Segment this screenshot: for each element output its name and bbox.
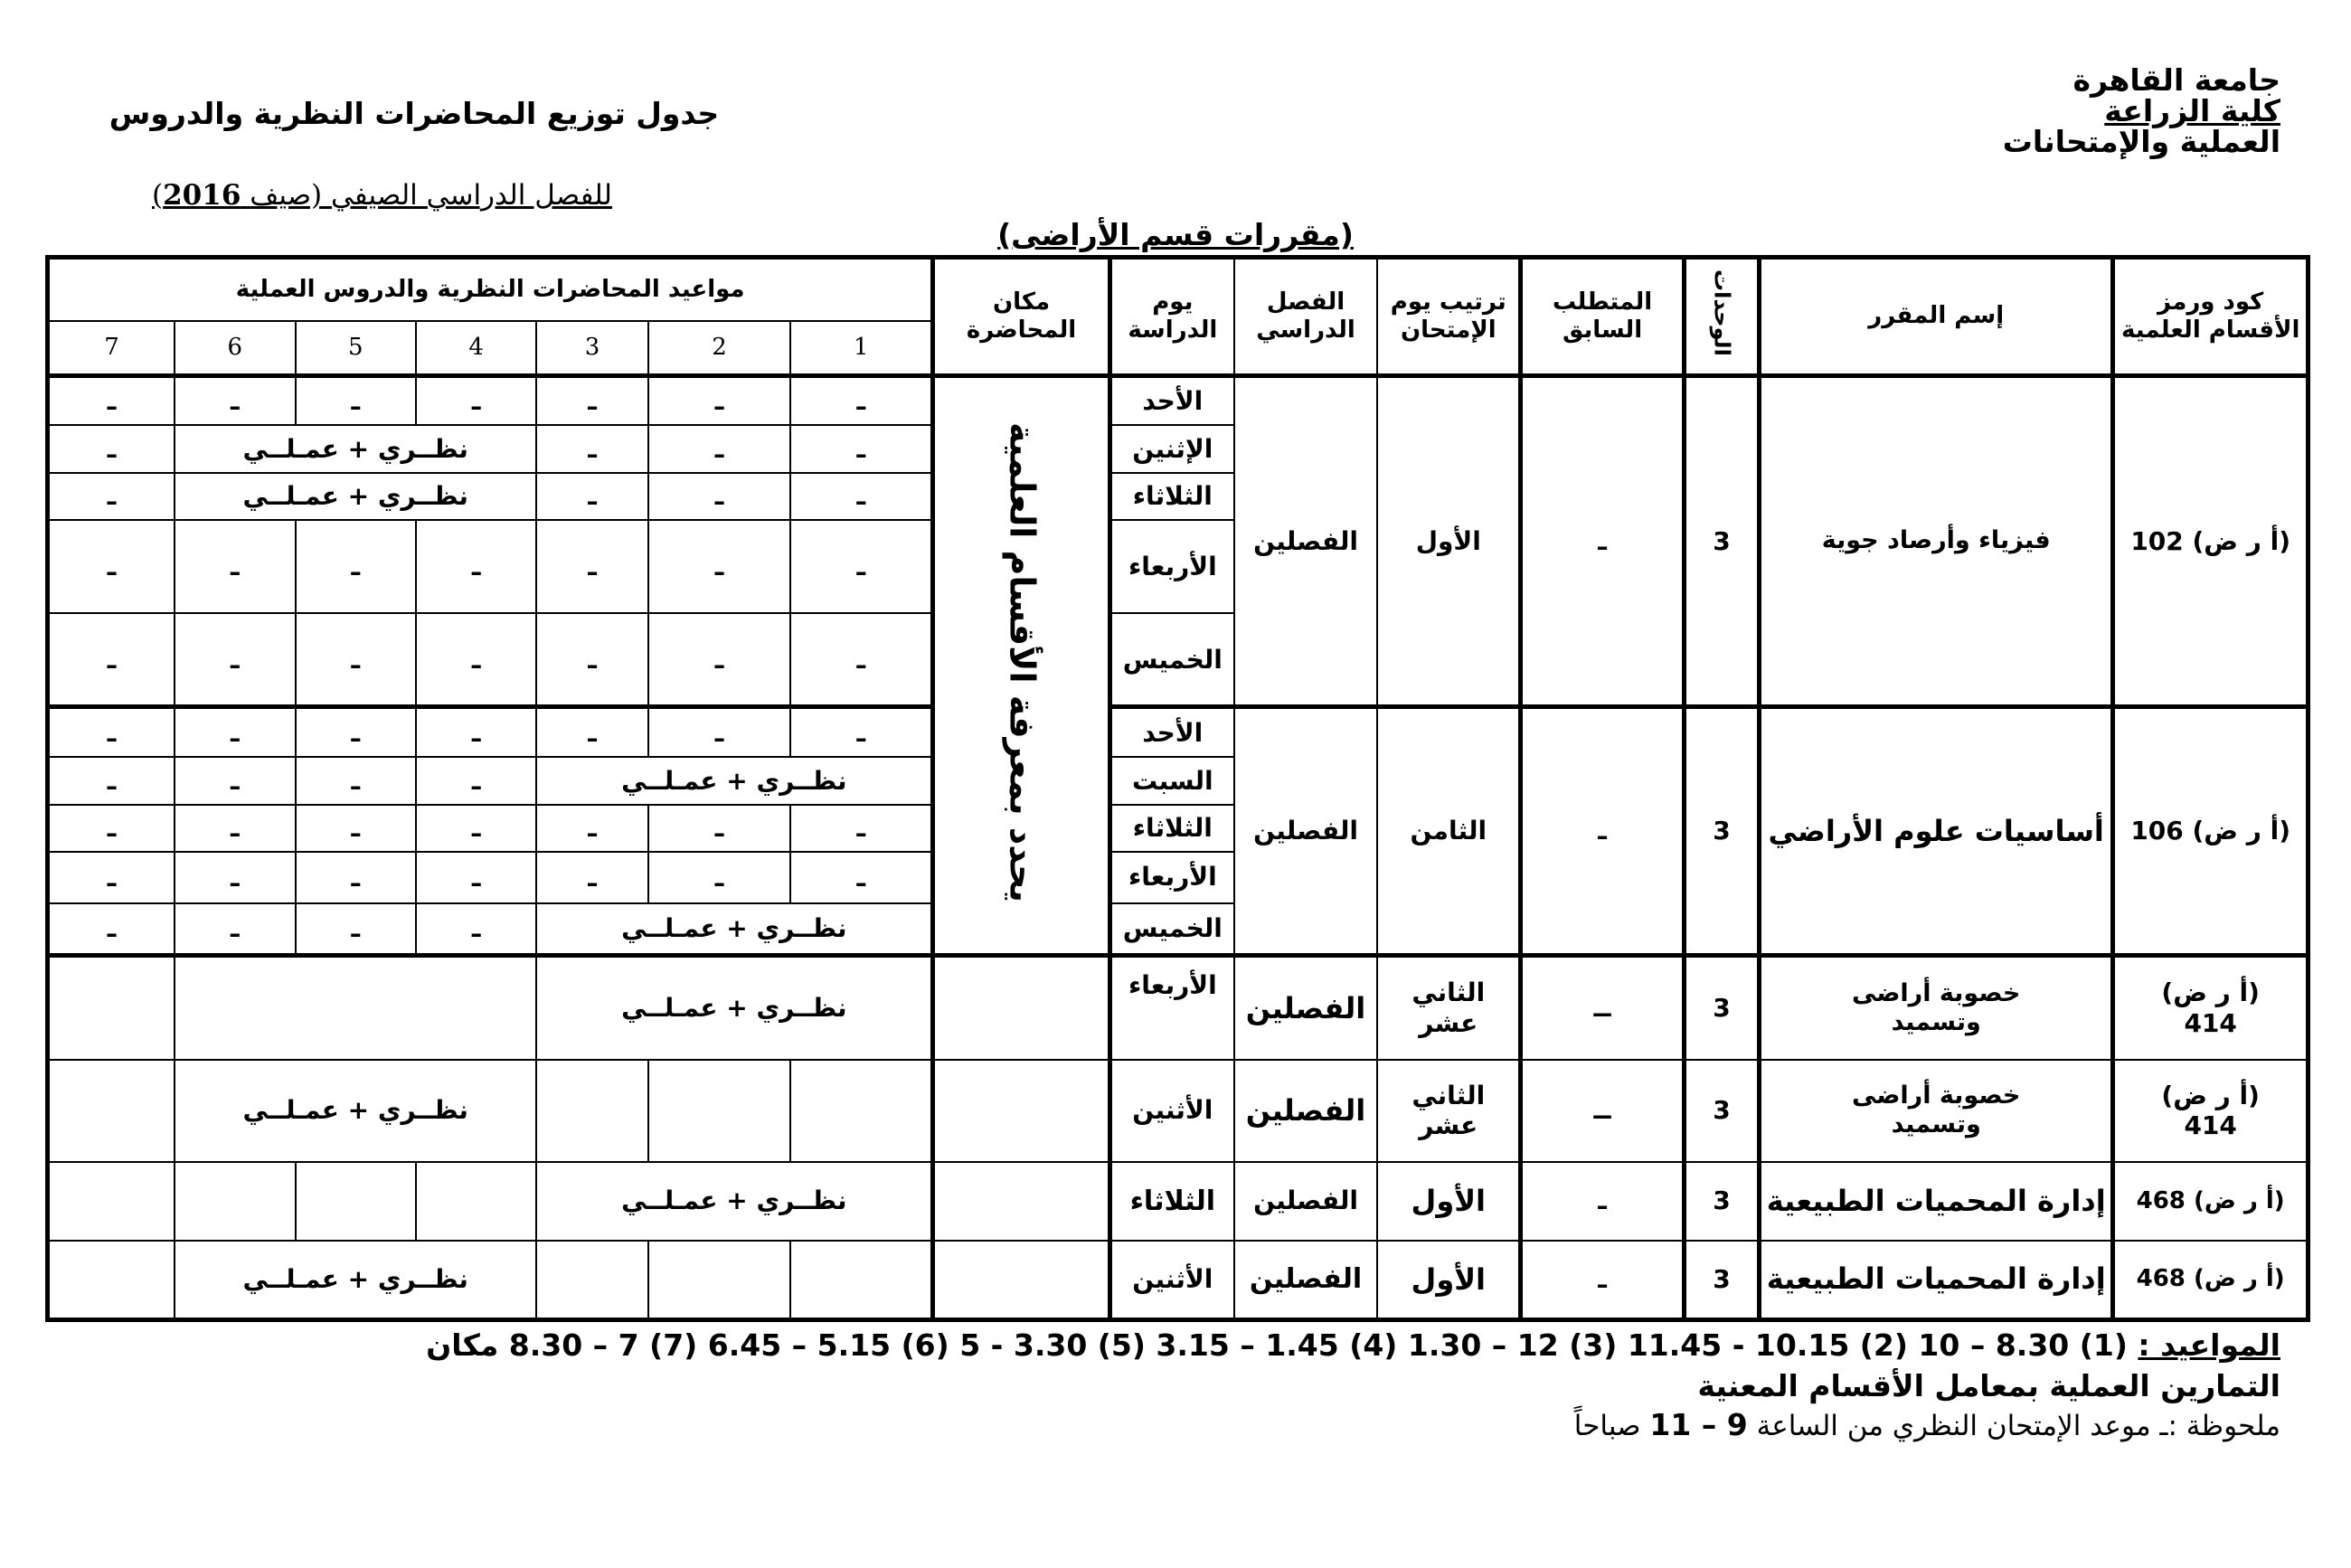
course-units: 3 <box>1684 955 1759 1060</box>
slot-blank <box>175 955 536 1060</box>
slot-blank <box>48 1241 175 1320</box>
header-exam-order: ترتيب يوم الإمتحان <box>1377 258 1521 376</box>
slot-empty: ـ <box>790 473 933 520</box>
table-row <box>48 707 2309 757</box>
slot-empty: ـ <box>48 375 175 425</box>
course-exam-order <box>1377 1060 1521 1162</box>
slot-empty: ـ <box>648 425 791 472</box>
lecture-place <box>933 955 1110 1060</box>
slot-empty: ـ <box>296 757 416 804</box>
session-slot: نظــري + عمـلــي <box>536 903 932 955</box>
times-list: (1) 8.30 – 10 (2) 10.15 - 11.45 (3) 12 – 1.30 (4) 1.45 – 3.15 (5) 3.30 - 5 (6) 5.15 – 6.45 (7) 7 – 8.30 مكان <box>426 1327 2128 1363</box>
slot-empty: ـ <box>296 903 416 955</box>
course-semester: الفصلين <box>1234 1060 1378 1162</box>
course-exam-order: الثامن <box>1377 707 1521 955</box>
study-day: السبت <box>1109 757 1233 804</box>
slot-blank <box>790 1241 933 1320</box>
period-2: 2 <box>648 321 791 375</box>
exam-order-line2: عشر <box>1419 1007 1478 1038</box>
university-name: جامعة القاهرة <box>2072 62 2280 98</box>
slot-empty: ـ <box>296 613 416 707</box>
term-suffix: ) <box>152 179 164 212</box>
lecture-place <box>933 1162 1110 1241</box>
slot-empty: ـ <box>790 425 933 472</box>
slot-empty: ـ <box>175 757 295 804</box>
slot-empty: ـ <box>416 757 536 804</box>
session-slot: نظــري + عمـلــي <box>175 425 536 472</box>
slot-empty: ـ <box>416 520 536 614</box>
course-semester: الفصلين <box>1234 1241 1378 1320</box>
study-day: الأثنين <box>1109 1060 1233 1162</box>
study-day: الأربعاء <box>1109 520 1233 614</box>
note-time: 9 – 11 <box>1649 1407 1748 1442</box>
slot-empty: ـ <box>536 425 647 472</box>
term-line <box>152 179 612 212</box>
table-row <box>48 1060 2309 1162</box>
table-row <box>48 1162 2309 1241</box>
course-prereq: ـ <box>1521 1241 1685 1320</box>
course-units: 3 <box>1684 375 1759 707</box>
table-row <box>48 375 2309 425</box>
slot-empty: ـ <box>536 707 647 757</box>
slot-blank <box>648 1241 791 1320</box>
course-name-line1: خصوبة أراضى <box>1852 1081 2021 1110</box>
study-day: الأثنين <box>1109 1241 1233 1320</box>
slot-empty: ـ <box>790 805 933 852</box>
lecture-place <box>933 1241 1110 1320</box>
study-day: الأربعاء <box>1109 852 1233 903</box>
session-slot: نظــري + عمـلــي <box>536 955 932 1060</box>
note-suffix: صباحاً <box>1573 1410 1641 1442</box>
header-units <box>1684 258 1759 376</box>
slot-empty: ـ <box>648 473 791 520</box>
slot-blank <box>536 1241 647 1320</box>
slot-empty: ـ <box>175 903 295 955</box>
course-semester: الفصلين <box>1234 1162 1378 1241</box>
exam-order-line2: عشر <box>1419 1110 1478 1141</box>
slot-empty: ـ <box>416 613 536 707</box>
term-prefix: للفصل الدراسي الصيفي (صيف <box>250 179 612 212</box>
slot-empty: ـ <box>648 805 791 852</box>
course-name: أساسيات علوم الأراضي <box>1760 707 2113 955</box>
course-exam-order: الأول <box>1377 1241 1521 1320</box>
slot-blank <box>416 1162 536 1241</box>
slot-empty: ـ <box>48 613 175 707</box>
course-code: (أ ر ض) 102 <box>2113 375 2309 707</box>
course-code-line2: 414 <box>2184 1007 2237 1038</box>
course-exam-order <box>1377 955 1521 1060</box>
slot-empty: ـ <box>296 375 416 425</box>
title-continuation: العملية والإمتحانات <box>2002 124 2280 159</box>
session-slot: نظــري + عمـلــي <box>175 1060 536 1162</box>
slot-empty: ـ <box>648 520 791 614</box>
slot-empty: ـ <box>416 852 536 903</box>
slot-empty: ـ <box>536 375 647 425</box>
course-prereq: ــ <box>1521 1060 1685 1162</box>
slot-empty: ـ <box>536 520 647 614</box>
course-name <box>1760 955 2113 1060</box>
university-header <box>2002 62 2280 159</box>
slot-empty: ـ <box>648 852 791 903</box>
slot-empty: ـ <box>536 805 647 852</box>
course-name: إدارة المحميات الطبيعية <box>1760 1241 2113 1320</box>
slot-empty: ـ <box>175 375 295 425</box>
session-slot: نظــري + عمـلــي <box>175 1241 536 1320</box>
course-units: 3 <box>1684 1060 1759 1162</box>
period-5: 5 <box>296 321 416 375</box>
period-6: 6 <box>175 321 295 375</box>
course-units: 3 <box>1684 1241 1759 1320</box>
session-slot: نظــري + عمـلــي <box>536 757 932 804</box>
course-prereq: ـ <box>1521 707 1685 955</box>
slot-empty: ـ <box>416 375 536 425</box>
slot-empty: ـ <box>416 805 536 852</box>
course-code <box>2113 1060 2309 1162</box>
header-semester: الفصل الدراسي <box>1234 258 1378 376</box>
slot-empty: ـ <box>536 613 647 707</box>
times-label: المواعيد : <box>2138 1327 2280 1363</box>
slot-blank <box>790 1060 933 1162</box>
faculty-name: كلية الزراعة <box>2104 93 2280 128</box>
study-day: الخميس <box>1109 903 1233 955</box>
course-code <box>2113 955 2309 1060</box>
note-prefix: ملحوظة :ـ موعد الإمتحان النظري من الساعة <box>1756 1410 2280 1442</box>
slot-empty: ـ <box>648 375 791 425</box>
study-day: الثلاثاء <box>1109 1162 1233 1241</box>
slot-empty: ـ <box>790 520 933 614</box>
header-place: مكان المحاضرة <box>933 258 1110 376</box>
slot-empty: ـ <box>48 805 175 852</box>
course-code: (أ ر ض) 468 <box>2113 1162 2309 1241</box>
course-code: (أ ر ض) 106 <box>2113 707 2309 955</box>
slot-empty: ـ <box>48 757 175 804</box>
department-heading: (مقررات قسم الأراضى) <box>997 217 1354 252</box>
document-title: جدول توزيع المحاضرات النظرية والدروس <box>109 96 720 131</box>
study-day: الإثنين <box>1109 425 1233 472</box>
study-day: الثلاثاء <box>1109 473 1233 520</box>
course-semester: الفصلين <box>1234 955 1378 1060</box>
course-name: إدارة المحميات الطبيعية <box>1760 1162 2113 1241</box>
study-day: الأحد <box>1109 707 1233 757</box>
exam-order-line1: الثاني <box>1412 978 1486 1008</box>
slot-empty: ـ <box>416 707 536 757</box>
exam-time-note <box>1574 1407 2280 1442</box>
slot-empty: ـ <box>790 613 933 707</box>
slot-empty: ـ <box>175 613 295 707</box>
period-1: 1 <box>790 321 933 375</box>
header-row <box>48 258 2309 321</box>
course-code-line1: (أ ر ض) <box>2161 1080 2260 1110</box>
slot-empty: ـ <box>790 375 933 425</box>
exam-order-line1: الثاني <box>1412 1080 1486 1110</box>
slot-empty: ـ <box>648 707 791 757</box>
session-slot: نظــري + عمـلــي <box>536 1162 932 1241</box>
times-line <box>426 1327 2280 1363</box>
course-name <box>1760 1060 2113 1162</box>
slot-empty: ـ <box>296 805 416 852</box>
slot-blank <box>48 1060 175 1162</box>
course-semester: الفصلين <box>1234 707 1378 955</box>
slot-empty: ـ <box>175 707 295 757</box>
slot-blank <box>296 1162 416 1241</box>
header-day: يوم الدراسة <box>1109 258 1233 376</box>
practical-note: التمارين العملية بمعامل الأقسام المعنية <box>1697 1368 2280 1403</box>
header-schedule: مواعيد المحاضرات النظرية والدروس العملية <box>48 258 933 321</box>
slot-blank <box>536 1060 647 1162</box>
schedule-table <box>45 255 2310 1322</box>
slot-empty: ـ <box>48 707 175 757</box>
slot-empty: ـ <box>48 425 175 472</box>
slot-empty: ـ <box>175 852 295 903</box>
course-name-line2: وتسميد <box>1891 1007 1981 1036</box>
slot-empty: ـ <box>296 852 416 903</box>
lecture-place <box>933 375 1110 955</box>
slot-empty: ـ <box>790 707 933 757</box>
course-units: 3 <box>1684 707 1759 955</box>
slot-empty: ـ <box>536 852 647 903</box>
slot-blank <box>48 1162 175 1241</box>
study-day: الخميس <box>1109 613 1233 707</box>
course-prereq: ــ <box>1521 955 1685 1060</box>
header-code: كود ورمز الأقسام العلمية <box>2113 258 2309 376</box>
course-name-line2: وتسميد <box>1891 1110 1981 1139</box>
period-3: 3 <box>536 321 647 375</box>
course-exam-order: الأول <box>1377 1162 1521 1241</box>
slot-empty: ـ <box>536 473 647 520</box>
course-exam-order: الأول <box>1377 375 1521 707</box>
header-units-label: الوحدات <box>1709 269 1735 356</box>
slot-empty: ـ <box>175 520 295 614</box>
study-day: الأربعاء <box>1109 955 1233 1060</box>
course-name: فيزياء وأرصاد جوية <box>1760 375 2113 707</box>
study-day: الأحد <box>1109 375 1233 425</box>
slot-empty: ـ <box>48 520 175 614</box>
course-units: 3 <box>1684 1162 1759 1241</box>
place-note: يحدد بمعرفة الأقسام العلمية <box>1002 421 1043 902</box>
course-code: (أ ر ض) 468 <box>2113 1241 2309 1320</box>
period-7: 7 <box>48 321 175 375</box>
slot-empty: ـ <box>48 903 175 955</box>
term-year: 2016 <box>163 179 241 212</box>
slot-empty: ـ <box>48 852 175 903</box>
header-course: إسم المقرر <box>1760 258 2113 376</box>
header-prereq: المتطلب السابق <box>1521 258 1685 376</box>
slot-empty: ـ <box>648 613 791 707</box>
course-name-line1: خصوبة أراضى <box>1852 978 2021 1007</box>
slot-empty: ـ <box>48 473 175 520</box>
slot-blank <box>48 955 175 1060</box>
period-4: 4 <box>416 321 536 375</box>
course-prereq: ـ <box>1521 1162 1685 1241</box>
slot-empty: ـ <box>790 852 933 903</box>
session-slot: نظــري + عمـلــي <box>175 473 536 520</box>
course-semester: الفصلين <box>1234 375 1378 707</box>
table-row <box>48 955 2309 1060</box>
course-code-line1: (أ ر ض) <box>2161 978 2260 1008</box>
table-row <box>48 1241 2309 1320</box>
slot-blank <box>648 1060 791 1162</box>
study-day: الثلاثاء <box>1109 805 1233 852</box>
course-code-line2: 414 <box>2184 1110 2237 1141</box>
slot-blank <box>175 1162 295 1241</box>
slot-empty: ـ <box>416 903 536 955</box>
course-prereq: ـ <box>1521 375 1685 707</box>
lecture-place <box>933 1060 1110 1162</box>
slot-empty: ـ <box>296 520 416 614</box>
slot-empty: ـ <box>175 805 295 852</box>
slot-empty: ـ <box>296 707 416 757</box>
